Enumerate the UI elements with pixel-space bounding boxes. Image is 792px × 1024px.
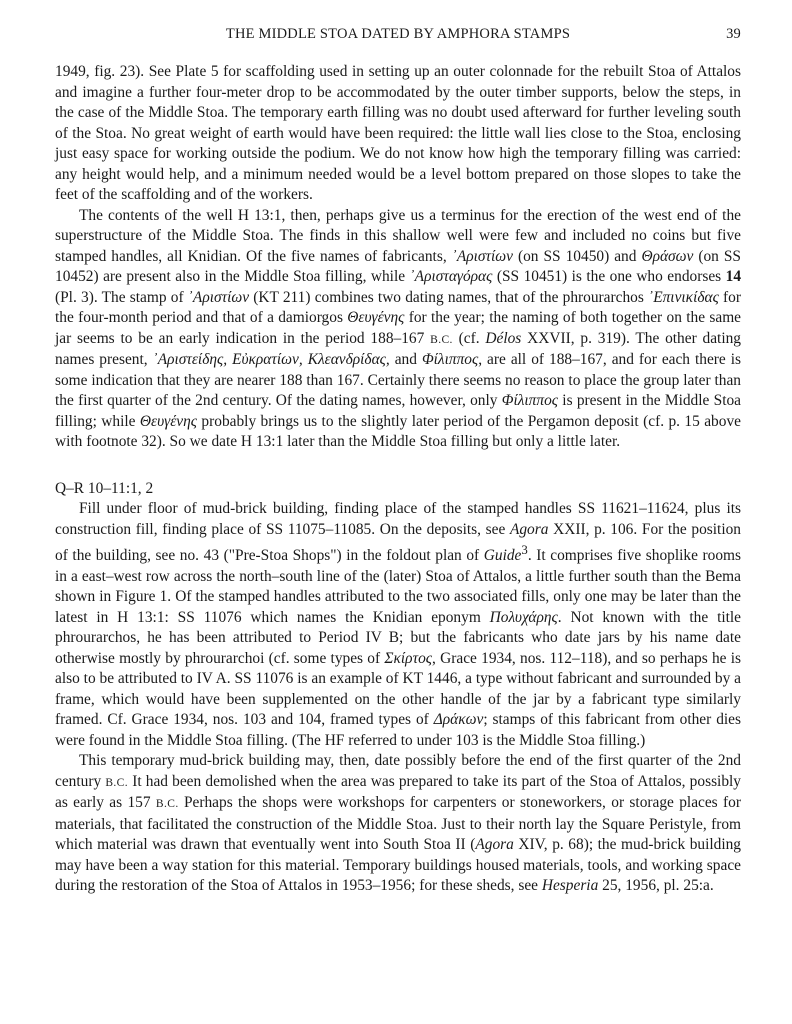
italic-title: Délos bbox=[485, 329, 522, 347]
text-run: (cf. bbox=[452, 329, 486, 347]
page-number: 39 bbox=[726, 26, 741, 42]
greek-name: ᾿Επινικίδας bbox=[648, 288, 719, 306]
text-run: for the year; the naming of both together on the same jar seems to be an early indication in the period 188–167 bbox=[55, 309, 741, 347]
running-title: THE MIDDLE STOA DATED BY AMPHORA STAMPS bbox=[225, 26, 571, 42]
text-run: Fill under floor of mud-brick building, finding place of the stamped handles SS 11621–11624, plus its construction fill, finding place of SS 11075–11085. On the deposits, see bbox=[55, 500, 741, 538]
greek-name: Θευγένης bbox=[347, 309, 405, 326]
text-run: , are all of 188–167, and for each there is some indication that they are nearer 188 than 167. Certainly there seems no reason to place the group later than the first quarter of the 2nd century. Of the dating names, however, only bbox=[55, 351, 741, 409]
paragraph-2 bbox=[55, 206, 741, 453]
era-abbreviation: B.C. bbox=[105, 776, 129, 789]
paragraph-3 bbox=[55, 499, 741, 751]
text-run: This temporary mud-brick building may, then, date possibly before the end of the first quarter of the 2nd century bbox=[55, 752, 741, 790]
text-run: (Pl. 3). The stamp of bbox=[55, 288, 188, 306]
page bbox=[55, 26, 741, 897]
text-run: for the four-month period and that of a damiorgos bbox=[55, 288, 741, 326]
paragraph-4 bbox=[55, 751, 741, 897]
text-run: and bbox=[389, 351, 422, 368]
greek-name: Δράκων bbox=[433, 711, 484, 729]
italic-title: Agora bbox=[509, 520, 549, 538]
era-abbreviation: B.C. bbox=[430, 333, 453, 346]
text-run: XIV, p. 68); the mud-brick building may have been a way station for this material. Temporary buildings housed materials, tools, and working space during the restoration of the Stoa of Attalos in 1953–1956; for these sheds, see bbox=[55, 836, 742, 895]
greek-name: ᾿Αριστίων bbox=[451, 247, 513, 265]
text-run: probably brings us to the slightly later period of the Pergamon deposit (cf. p. 15 above with footnote 32). So we date H 13:1 later than the Middle Stoa filling but only a little later. bbox=[55, 412, 741, 450]
greek-name: ᾿Αριστίων bbox=[187, 288, 250, 306]
greek-name: Φίλιππος bbox=[421, 351, 479, 368]
italic-title: Agora bbox=[475, 836, 514, 854]
text-run: It had been demolished when the area was prepared to take its part of the Stoa of Attalos, possibly as early as 157 bbox=[55, 772, 741, 812]
running-header bbox=[55, 26, 741, 48]
paragraph-1: 1949, fig. 23). See Plate 5 for scaffolding used in setting up an outer colonnade for the rebuilt Stoa of Attalos and imagine a further four-meter drop to be accommodated by the outer timber supports, below the steps, in the case of the Middle Stoa. The temporary earth filling was no doubt used afterward for further leveling south of the Stoa. No great weight of earth would have been required: the little wall lies close to the Stoa, enclosing just easy space for working outside the podium. We do not know how high the temporary filling was carried: any height would help, and a minimum needed would be a level bottom prepared on those slopes to take the feet of the scaffolding and of the workers. bbox=[55, 63, 741, 203]
superscript: 3 bbox=[521, 543, 528, 557]
text-run: Perhaps the shops were workshops for carpenters or stoneworkers, or storage places for materials, that facilitated the construction of the Middle Stoa. Just to their north lay the Square Peristyle, from which material was drawn that eventually went into South Stoa II ( bbox=[55, 794, 741, 854]
text-run: (KT 211) combines two dating names, that of the phrourarchos bbox=[249, 288, 649, 306]
text-run: 25, 1956, pl. 25:a. bbox=[598, 877, 714, 895]
text-run: (SS 10451) is the one who endorses bbox=[492, 268, 726, 285]
text-run: . Not known with the title phrourarchos, he has been attributed to Period IV B; but the fabricants who date jars by his name date otherwise mostly by phrourarchoi (cf. some types of bbox=[55, 608, 742, 667]
text-run: XXVII, p. 319). The other dating names present, bbox=[55, 329, 741, 368]
greek-name: Θευγένης bbox=[139, 412, 198, 430]
greek-name: ᾿Αρισταγόρας bbox=[409, 268, 493, 285]
text-run: , Grace 1934, nos. 112–118), and so perhaps he is also to be attributed to IV A. SS 11076 is an example of KT 1446, a type without fabricant and surrounded by a frame, which would have been supplemented on the other handle of the jar by a fabricant type similarly framed. Cf. Grace 1934, nos. 103 and 104, framed types of bbox=[55, 649, 742, 729]
italic-title: Hesperia bbox=[541, 877, 599, 895]
section-label: Q–R 10–11:1, 2 bbox=[55, 479, 154, 497]
text-run: The contents of the well H 13:1, then, perhaps give us a terminus for the erection of the west end of the superstructure of the Middle Stoa. The finds in this shallow well were few and included no coins but five stamped handles, all Knidian. Of the five names of fabricants, bbox=[55, 206, 741, 265]
italic-title: Guide bbox=[483, 547, 522, 565]
greek-name: ᾿Αριστείδης, Εὐκρατίων, Κλεανδρίδας, bbox=[152, 351, 390, 368]
catalog-number: 14 bbox=[725, 268, 742, 285]
greek-name: Φίλιππος bbox=[501, 392, 559, 409]
text-run: XXII, p. 106. For the position of the building, see no. 43 ("Pre-Stoa Shops") in the foldout plan of bbox=[55, 520, 742, 565]
text-run: is present in the Middle Stoa filling; while bbox=[55, 392, 741, 430]
greek-name: Σκίρτος bbox=[384, 649, 433, 667]
era-abbreviation: B.C. bbox=[155, 798, 179, 811]
text-run: (on SS 10452) are present also in the Middle Stoa filling, while bbox=[55, 247, 741, 285]
greek-name: Θράσων bbox=[641, 247, 694, 265]
text-run: (on SS 10450) and bbox=[512, 247, 642, 265]
text-run: . It comprises five shoplike rooms in a east–west row across the north–south line of the (later) Stoa of Attalos, a little further south than the Bema shown in Figure 1. Of the stamped handles attributed to the two associated fills, only one may be later than the latest in H 13:1: SS 11076 which names the Knidian eponym bbox=[55, 547, 741, 626]
text-run: ; stamps of this fabricant from other dies were found in the Middle Stoa filling. (The HF referred to under 103 is the Middle Stoa filling.) bbox=[55, 711, 741, 749]
greek-name: Πολυχάρης bbox=[489, 608, 558, 626]
body-text bbox=[55, 62, 741, 897]
